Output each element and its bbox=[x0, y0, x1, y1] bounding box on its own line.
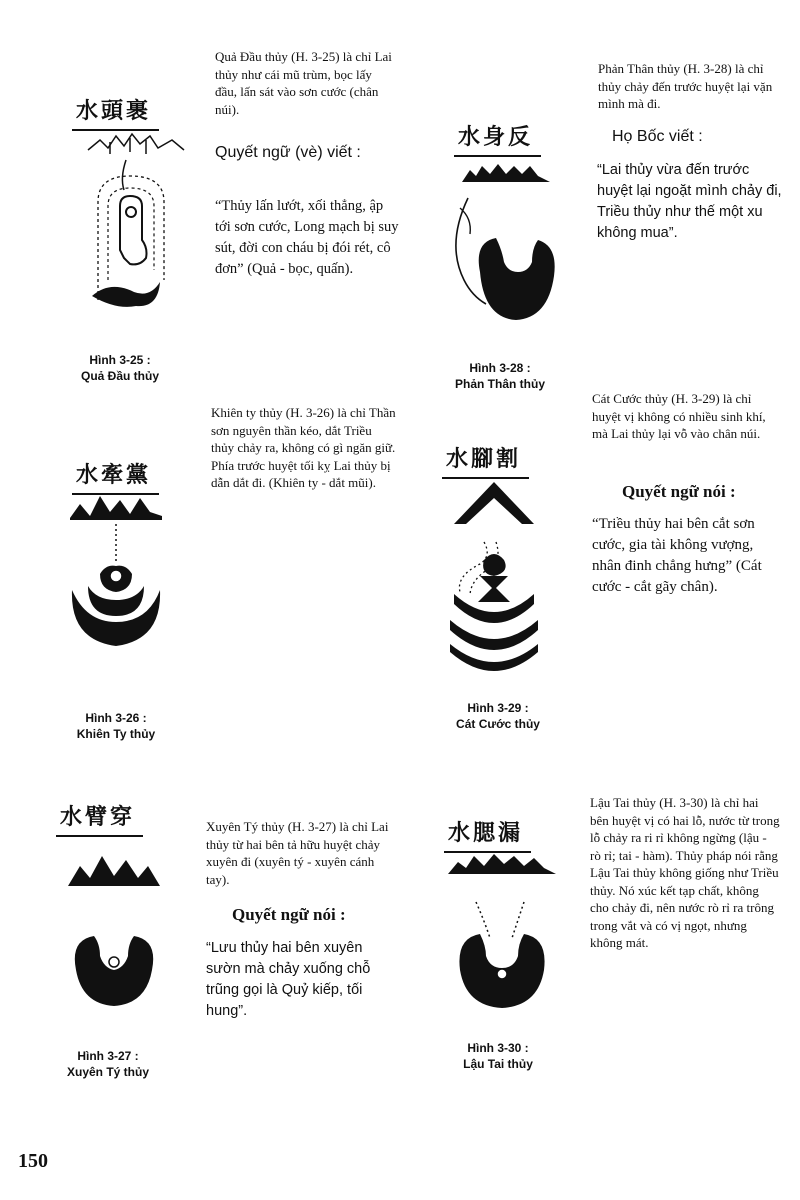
figure-3-30-diagram bbox=[446, 850, 558, 1020]
figure-3-25-description: Quả Đầu thủy (H. 3-25) là chỉ Lai thủy như cái mũ trùm, bọc lấy đầu, lấn sát vào sơn cước (chân núi). bbox=[215, 49, 392, 117]
caption-name: Phản Thân thủy bbox=[455, 377, 545, 391]
water-mouth-shape bbox=[92, 282, 160, 307]
mountain-ridge bbox=[462, 164, 550, 182]
figure-3-29-chinese-title bbox=[446, 442, 521, 473]
figure-3-30-chinese-title bbox=[448, 816, 523, 847]
mountain-shape bbox=[70, 496, 162, 520]
figure-3-28-diagram bbox=[446, 154, 566, 334]
right-leak-dots bbox=[512, 902, 524, 938]
figure-3-27-description: Xuyên Tý thủy (H. 3-27) là chỉ Lai thủy từ hai bên tả hữu huyệt chảy xuyên đi (xuyên tý - xuyên cánh tay). bbox=[206, 819, 389, 887]
figure-3-28-chinese-title bbox=[458, 120, 533, 151]
figure-3-29-heading: Quyết ngữ nói : bbox=[622, 482, 736, 501]
figure-3-25-caption bbox=[40, 352, 200, 384]
caption-number: Hình 3-29 : bbox=[467, 701, 529, 715]
dotted-water-path bbox=[459, 542, 487, 592]
chinese-title-text: 水腮漏 bbox=[448, 820, 524, 846]
figure-3-27-heading: Quyết ngữ nói : bbox=[232, 905, 346, 924]
caption-name: Cát Cước thủy bbox=[456, 717, 540, 731]
caption-name: Xuyên Tý thủy bbox=[66, 1065, 149, 1079]
cave-point bbox=[109, 957, 119, 967]
caption-name: Quả Đầu thủy bbox=[80, 369, 159, 383]
mountain-ridge bbox=[448, 854, 556, 874]
figure-3-25-heading: Quyết ngữ (vè) viết : bbox=[215, 144, 361, 161]
figure-3-29-caption bbox=[418, 700, 578, 732]
figure-3-25-chinese-title bbox=[76, 94, 151, 125]
caption-number: Hình 3-26 : bbox=[85, 711, 147, 725]
figure-3-25-diagram bbox=[80, 130, 190, 320]
figure-3-30-description: Lậu Tai thủy (H. 3-30) là chỉ hai bên huyệt vị có hai lỗ, nước từ trong lỗ chảy ra ri rỉ không ngừng (lậu - rò rỉ; tai - hàm). Thủy pháp nói rằng Lậu Tai thủy không giống như Triều thủy. Nó xúc kết tạp chất, không cho chảy đi, nên nước rò rỉ ra trông trong vắt và có vị ngọt, nhưng không mát. bbox=[590, 795, 780, 950]
left-leak-dots bbox=[476, 902, 490, 938]
caption-number: Hình 3-27 : bbox=[77, 1049, 139, 1063]
chinese-title-text: 水腳割 bbox=[446, 446, 522, 472]
chinese-title-text: 水身反 bbox=[458, 124, 534, 150]
figure-3-27-quote: “Lưu thủy hai bên xuyên sườn mà chảy xuống chỗ trũng gọi là Quỷ kiếp, tối hung”. bbox=[206, 940, 371, 1019]
inner-water-outline bbox=[108, 188, 154, 280]
figure-3-26-diagram bbox=[66, 490, 166, 670]
figure-3-29-description: Cát Cước thủy (H. 3-29) là chỉ huyệt vị không có nhiều sinh khí, mà Lai thủy lại vỗ vào chân núi. bbox=[592, 391, 766, 441]
figure-3-27-diagram bbox=[64, 852, 164, 1022]
hourglass-mound bbox=[478, 576, 510, 602]
caption-name: Lậu Tai thủy bbox=[463, 1057, 533, 1071]
figure-3-28-description: Phản Thân thủy (H. 3-28) là chỉ thủy chảy đến trước huyệt lại vặn mình mà đi. bbox=[598, 61, 773, 111]
caption-number: Hình 3-30 : bbox=[467, 1041, 529, 1055]
mountain-peak bbox=[454, 482, 534, 524]
figure-3-27-caption bbox=[28, 1048, 188, 1080]
mountain-brush-strokes bbox=[88, 134, 184, 154]
page-number: 150 bbox=[18, 1150, 48, 1172]
cave-point bbox=[126, 207, 136, 217]
figure-3-26-caption bbox=[36, 710, 196, 742]
water-stream-line bbox=[122, 160, 126, 190]
figure-3-29-quote: “Triều thủy hai bên cắt sơn cước, gia tài không vượng, nhân đinh chẳng hưng” (Cát cước - cắt gãy chân). bbox=[592, 516, 762, 595]
caption-name: Khiên Ty thủy bbox=[76, 727, 156, 741]
outer-arc bbox=[72, 590, 160, 646]
chevron-arc-2 bbox=[450, 620, 538, 650]
cave-point bbox=[110, 570, 122, 582]
figure-3-28-caption bbox=[420, 360, 580, 392]
chinese-title-text: 水臂穿 bbox=[60, 804, 136, 830]
figure-3-28-quote: “Lai thủy vừa đến trước huyệt lại ngoặt mình chảy đi, Triều thủy như thế một xu không mua”. bbox=[597, 162, 782, 241]
keyhole-mound bbox=[120, 196, 147, 264]
mountain-shape bbox=[68, 856, 160, 886]
figure-3-26-description: Khiên ty thủy (H. 3-26) là chỉ Thần sơn nguyên thần kéo, dắt Triều thủy chảy ra, không có gì ngăn giữ. Phía trước huyệt tối kỵ Lai thủy bị dẫn dắt đi. (Khiên ty - dắt mũi). bbox=[211, 405, 396, 490]
title-underline bbox=[56, 835, 143, 837]
chinese-title-text: 水頭裹 bbox=[76, 98, 152, 124]
figure-3-29-diagram bbox=[440, 480, 550, 680]
title-underline bbox=[442, 477, 529, 479]
center-leak-dots bbox=[492, 946, 510, 964]
figure-3-26-chinese-title bbox=[76, 458, 151, 489]
horseshoe-mound bbox=[479, 238, 555, 320]
figure-3-28-heading: Họ Bốc viết : bbox=[612, 128, 703, 145]
horseshoe-mound bbox=[75, 936, 153, 1006]
caption-number: Hình 3-25 : bbox=[89, 353, 151, 367]
figure-3-27-chinese-title bbox=[60, 800, 135, 831]
chinese-title-text: 水牽黨 bbox=[76, 462, 152, 488]
figure-3-30-caption bbox=[418, 1040, 578, 1072]
caption-number: Hình 3-28 : bbox=[469, 361, 531, 375]
cave-point bbox=[497, 969, 507, 979]
figure-3-25-quote: “Thủy lấn lướt, xối thẳng, ập tới sơn cước, Long mạch bị suy sút, đời con cháu bị đói rét, cô đơn” (Quả - bọc, quấn). bbox=[215, 198, 399, 277]
